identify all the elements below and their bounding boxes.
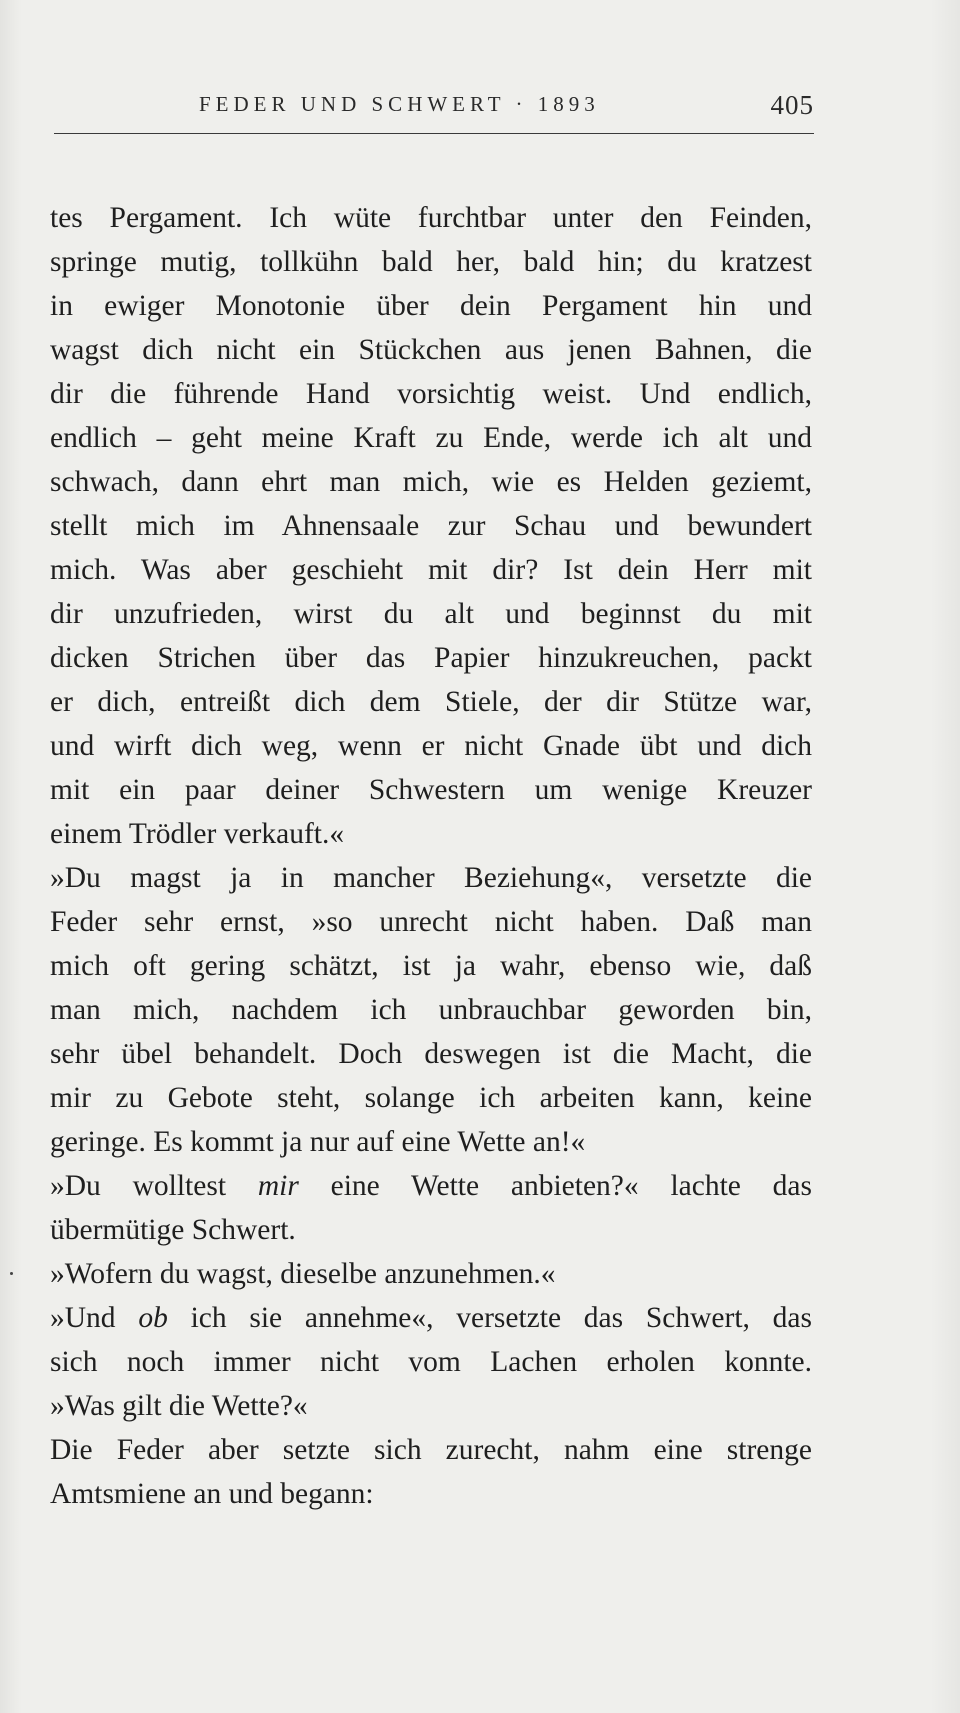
text-line: mich. Was aber geschieht mit dir? Ist dein Herr mit (50, 554, 812, 586)
text-line: »Wofern du wagst, dieselbe anzunehmen.« (50, 1258, 556, 1290)
text-line: in ewiger Monotonie über dein Pergament hin und (50, 290, 812, 322)
text-line (50, 1164, 812, 1208)
text-line: er dich, entreißt dich dem Stiele, der dir Stütze war, (50, 686, 812, 718)
text-segment: eine Wette anbieten?« lachte das (298, 1170, 812, 1202)
text-segment: »Und (50, 1302, 139, 1334)
page-number: 405 (770, 90, 814, 120)
text-line: Amtsmiene an und begann: (50, 1478, 374, 1510)
text-line: einem Trödler verkauft.« (50, 818, 345, 850)
text-line: dir unzufrieden, wirst du alt und beginnst du mit (50, 598, 812, 630)
text-line: mir zu Gebote steht, solange ich arbeiten kann, keine (50, 1082, 812, 1114)
italic-word: ob (138, 1302, 168, 1334)
text-line: mich oft gering schätzt, ist ja wahr, ebenso wie, daß (50, 950, 812, 982)
text-line: geringe. Es kommt ja nur auf eine Wette an!« (50, 1126, 586, 1158)
running-title: FEDER UND SCHWERT · 1893 (199, 92, 600, 116)
italic-word: mir (257, 1170, 299, 1202)
text-line: wagst dich nicht ein Stückchen aus jenen Bahnen, die (50, 334, 812, 366)
text-line: dir die führende Hand vorsichtig weist. Und endlich, (50, 378, 812, 410)
text-line: man mich, nachdem ich unbrauchbar geworden bin, (50, 994, 812, 1026)
text-line: stellt mich im Ahnensaale zur Schau und bewundert (50, 510, 812, 542)
text-line: »Was gilt die Wette?« (50, 1390, 308, 1422)
text-segment: »Du wolltest (50, 1170, 258, 1202)
text-line: springe mutig, tollkühn bald her, bald hin; du kratzest (50, 246, 812, 278)
running-head (54, 86, 814, 126)
text-line: endlich – geht meine Kraft zu Ende, werde ich alt und (50, 422, 812, 454)
text-line: Die Feder aber setzte sich zurecht, nahm eine strenge (50, 1434, 812, 1466)
header-rule (54, 133, 814, 134)
text-line: mit ein paar deiner Schwestern um wenige Kreuzer (50, 774, 812, 806)
text-line: dicken Strichen über das Papier hinzukreuchen, packt (50, 642, 812, 674)
text-line: Feder sehr ernst, »so unrecht nicht haben. Daß man (50, 906, 812, 938)
text-line: und wirft dich weg, wenn er nicht Gnade übt und dich (50, 730, 812, 762)
text-line: sehr übel behandelt. Doch deswegen ist die Macht, die (50, 1038, 812, 1070)
text-line: schwach, dann ehrt man mich, wie es Helden geziemt, (50, 466, 812, 498)
text-segment: ich sie annehme«, versetzte das Schwert, das (167, 1302, 812, 1334)
text-line (50, 1296, 812, 1340)
text-line: tes Pergament. Ich wüte furchtbar unter den Feinden, (50, 202, 812, 234)
text-line: sich noch immer nicht vom Lachen erholen konnte. (50, 1346, 812, 1378)
margin-speck (10, 1272, 13, 1275)
text-line: übermütige Schwert. (50, 1214, 296, 1246)
body-text (50, 196, 812, 1516)
text-line: »Du magst ja in mancher Beziehung«, versetzte die (50, 862, 812, 894)
